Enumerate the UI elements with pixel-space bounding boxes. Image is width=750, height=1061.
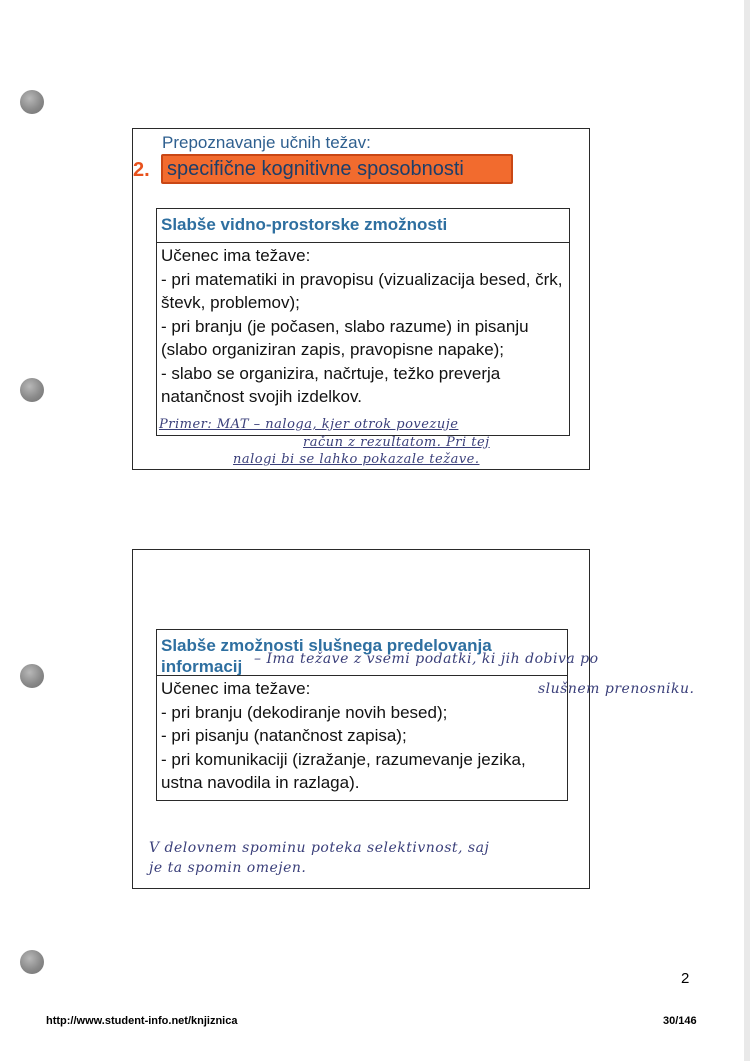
- box-body: [161, 244, 563, 409]
- body-line: Učenec ima težave:: [161, 679, 311, 698]
- slide-title: Prepoznavanje učnih težav:: [162, 133, 371, 152]
- box-heading-line: Slabše zmožnosti slušnega predelovanja: [161, 636, 492, 655]
- box-divider: [157, 242, 569, 243]
- box-body: [161, 677, 561, 795]
- footer-url[interactable]: http://www.student-info.net/knjiznica: [46, 1015, 238, 1027]
- body-line: Učenec ima težave:: [161, 246, 311, 265]
- highlighted-subtitle: specifične kognitivne sposobnosti: [167, 158, 464, 180]
- footer-page-count: 30/146: [663, 1015, 697, 1027]
- handwritten-note: slušnem prenosniku.: [538, 681, 695, 697]
- box-divider: [157, 675, 567, 676]
- page-edge: [744, 0, 750, 1061]
- page-number: 2: [681, 970, 690, 987]
- slide-1: [132, 128, 590, 470]
- binder-hole: [20, 378, 44, 402]
- handwritten-note: račun z rezultatom. Pri tej: [303, 435, 490, 450]
- binder-hole: [20, 664, 44, 688]
- handwritten-number: 2.: [133, 159, 150, 181]
- body-line: - pri branju (je počasen, slabo razume) in pisanju (slabo organiziran zapis, pravopisne napake);: [161, 316, 529, 359]
- content-box: [156, 208, 570, 436]
- box-heading-line: informacij: [161, 657, 243, 676]
- handwritten-note: nalogi bi se lahko pokazale težave.: [233, 452, 480, 467]
- slide-2: [132, 549, 590, 889]
- handwritten-note: je ta spomin omejen.: [149, 860, 307, 876]
- handwritten-note: – Ima težave z vsemi podatki, ki jih dobiva po: [254, 651, 599, 667]
- body-line: - pri matematiki in pravopisu (vizualizacija besed, črk, števk, problemov);: [161, 269, 563, 312]
- body-line: - pri branju (dekodiranje novih besed);: [161, 702, 448, 722]
- box-heading: Slabše vidno-prostorske zmožnosti: [161, 215, 448, 234]
- binder-hole: [20, 90, 44, 114]
- handwritten-note: Primer: MAT – naloga, kjer otrok povezuje: [159, 417, 459, 432]
- handwritten-note: V delovnem spominu poteka selektivnost, saj: [149, 840, 490, 856]
- body-line: - pri komunikaciji (izražanje, razumevanje jezika, ustna navodila in razlaga).: [161, 749, 526, 792]
- body-line: - pri pisanju (natančnost zapisa);: [161, 726, 407, 745]
- body-line: - slabo se organizira, načrtuje, težko preverja natančnost svojih izdelkov.: [161, 363, 501, 406]
- binder-hole: [20, 950, 44, 974]
